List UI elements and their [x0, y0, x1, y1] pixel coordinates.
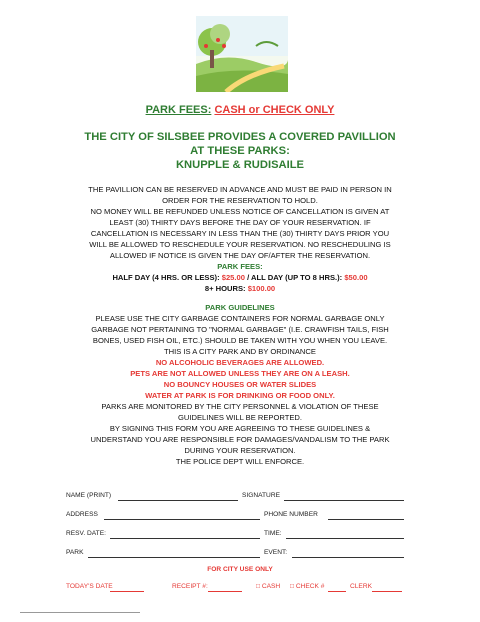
form-row-address: [66, 511, 416, 523]
policy-line: THE PAVILLION CAN BE RESERVED IN ADVANCE AND MUST BE PAID IN PERSON IN: [88, 185, 392, 194]
policy-line: LEAST (30) THIRTY DAYS BEFORE THE DAY OF YOUR RESERVATION. IF: [109, 218, 371, 227]
all-day-price: $50.00: [344, 273, 368, 282]
reservation-form: [66, 492, 416, 572]
title-line-2: AT THESE PARKS:: [190, 145, 290, 157]
fees-line-2: [40, 283, 440, 294]
policy-line: NO MONEY WILL BE REFUNDED UNLESS NOTICE OF CANCELLATION IS GIVEN AT: [90, 207, 390, 216]
policy-line: ALLOWED IF NOTICE IS GIVEN THE DAY OF/AFTER THE RESERVATION.: [109, 251, 371, 260]
rule-line: NO ALCOHOLIC BEVERAGES ARE ALLOWED.: [155, 358, 325, 367]
page-title: [40, 130, 440, 172]
over-8-price: $100.00: [247, 284, 276, 293]
time-label: TIME:: [264, 530, 282, 537]
form-row-park: [66, 549, 416, 561]
rule-line: NO BOUNCY HOUSES OR WATER SLIDES: [163, 380, 317, 389]
form-row-date: [66, 530, 416, 542]
guideline-line: DURING YOUR RESERVATION.: [184, 446, 296, 455]
guideline-line: THIS IS A CITY PARK AND BY ORDINANCE: [164, 347, 316, 356]
guideline-line: PLEASE USE THE CITY GARBAGE CONTAINERS FOR NORMAL GARBAGE ONLY: [95, 314, 385, 323]
signature-label: SIGNATURE: [242, 492, 280, 499]
address-field[interactable]: [104, 519, 260, 520]
policy-line: CANCELLATION IS NECESSARY IN LESS THAN THE (30) THIRTY DAYS PRIOR YOU: [90, 229, 390, 238]
reservation-policy: [40, 184, 440, 467]
guideline-line: GUIDELINES WILL BE REPORTED.: [177, 413, 303, 422]
receipt-field[interactable]: [208, 591, 242, 592]
guideline-line: UNDERSTAND YOU ARE RESPONSIBLE FOR DAMAGES/VANDALISM TO THE PARK: [90, 435, 390, 444]
policy-line: WILL BE ALLOWED TO RESCHEDULE YOUR RESERVATION. NO RESCHEDULING IS: [89, 240, 391, 249]
payment-type: CASH or CHECK ONLY: [214, 104, 335, 116]
title-line-3: KNUPPLE & RUDISAILE: [175, 159, 305, 171]
city-use-heading: FOR CITY USE ONLY: [207, 566, 273, 573]
check-checkbox[interactable]: □ CHECK #: [290, 583, 325, 590]
guidelines-header: PARK GUIDELINES: [205, 303, 275, 312]
park-logo-image: [196, 16, 288, 92]
event-field[interactable]: [292, 557, 404, 558]
cash-checkbox[interactable]: □ CASH: [256, 583, 281, 590]
title-line-1: THE CITY OF SILSBEE PROVIDES A COVERED PAVILLION: [84, 131, 396, 143]
todays-date-field[interactable]: [110, 591, 144, 592]
phone-field[interactable]: [328, 519, 404, 520]
check-number-field[interactable]: [328, 591, 346, 592]
phone-label: PHONE NUMBER: [264, 511, 318, 518]
over-8-label: 8+ HOURS:: [204, 284, 246, 293]
resv-date-field[interactable]: [110, 538, 260, 539]
policy-line: ORDER FOR THE RESERVATION TO HOLD.: [162, 196, 318, 205]
park-field[interactable]: [88, 557, 260, 558]
guideline-line: BY SIGNING THIS FORM YOU ARE AGREEING TO THESE GUIDELINES &: [109, 424, 371, 433]
fee-separator: /: [244, 273, 252, 282]
todays-date-label: TODAY'S DATE: [66, 583, 113, 590]
time-field[interactable]: [286, 538, 404, 539]
half-day-price: $25.00: [221, 273, 245, 282]
name-label: NAME (PRINT): [66, 492, 112, 499]
park-fees-label: PARK FEES:: [145, 104, 212, 116]
form-row-name: [66, 492, 416, 504]
guideline-line: GARBAGE NOT PERTAINING TO "NORMAL GARBAGE" (I.E. CRAWFISH TAILS, FISH: [91, 325, 389, 334]
park-fees-heading: [40, 104, 440, 116]
event-label: EVENT:: [264, 549, 288, 556]
clerk-label: CLERK: [350, 583, 372, 590]
resv-date-label: RESV. DATE:: [66, 530, 106, 537]
guideline-line: THE POLICE DEPT WILL ENFORCE.: [175, 457, 305, 466]
receipt-label: RECEIPT #:: [172, 583, 208, 590]
park-label: PARK: [66, 549, 84, 556]
name-field[interactable]: [118, 500, 238, 501]
guideline-line: PARKS ARE MONITORED BY THE CITY PERSONNEL & VIOLATION OF THESE: [101, 402, 379, 411]
rule-line: PETS ARE NOT ALLOWED UNLESS THEY ARE ON A LEASH.: [130, 369, 350, 378]
address-label: ADDRESS: [66, 511, 98, 518]
page-divider: [20, 612, 140, 613]
all-day-label: ALL DAY (UP TO 8 HRS.):: [251, 273, 343, 282]
half-day-label: HALF DAY (4 HRS. OR LESS):: [112, 273, 220, 282]
fees-line-1: [40, 272, 440, 283]
fees-header: PARK FEES:: [217, 262, 263, 271]
guideline-line: BONES, USED FISH OIL, ETC.) SHOULD BE TAKEN WITH YOU WHEN YOU LEAVE.: [92, 336, 388, 345]
clerk-field[interactable]: [372, 591, 402, 592]
signature-field[interactable]: [284, 500, 404, 501]
rule-line: WATER AT PARK IS FOR DRINKING OR FOOD ONLY.: [145, 391, 335, 400]
